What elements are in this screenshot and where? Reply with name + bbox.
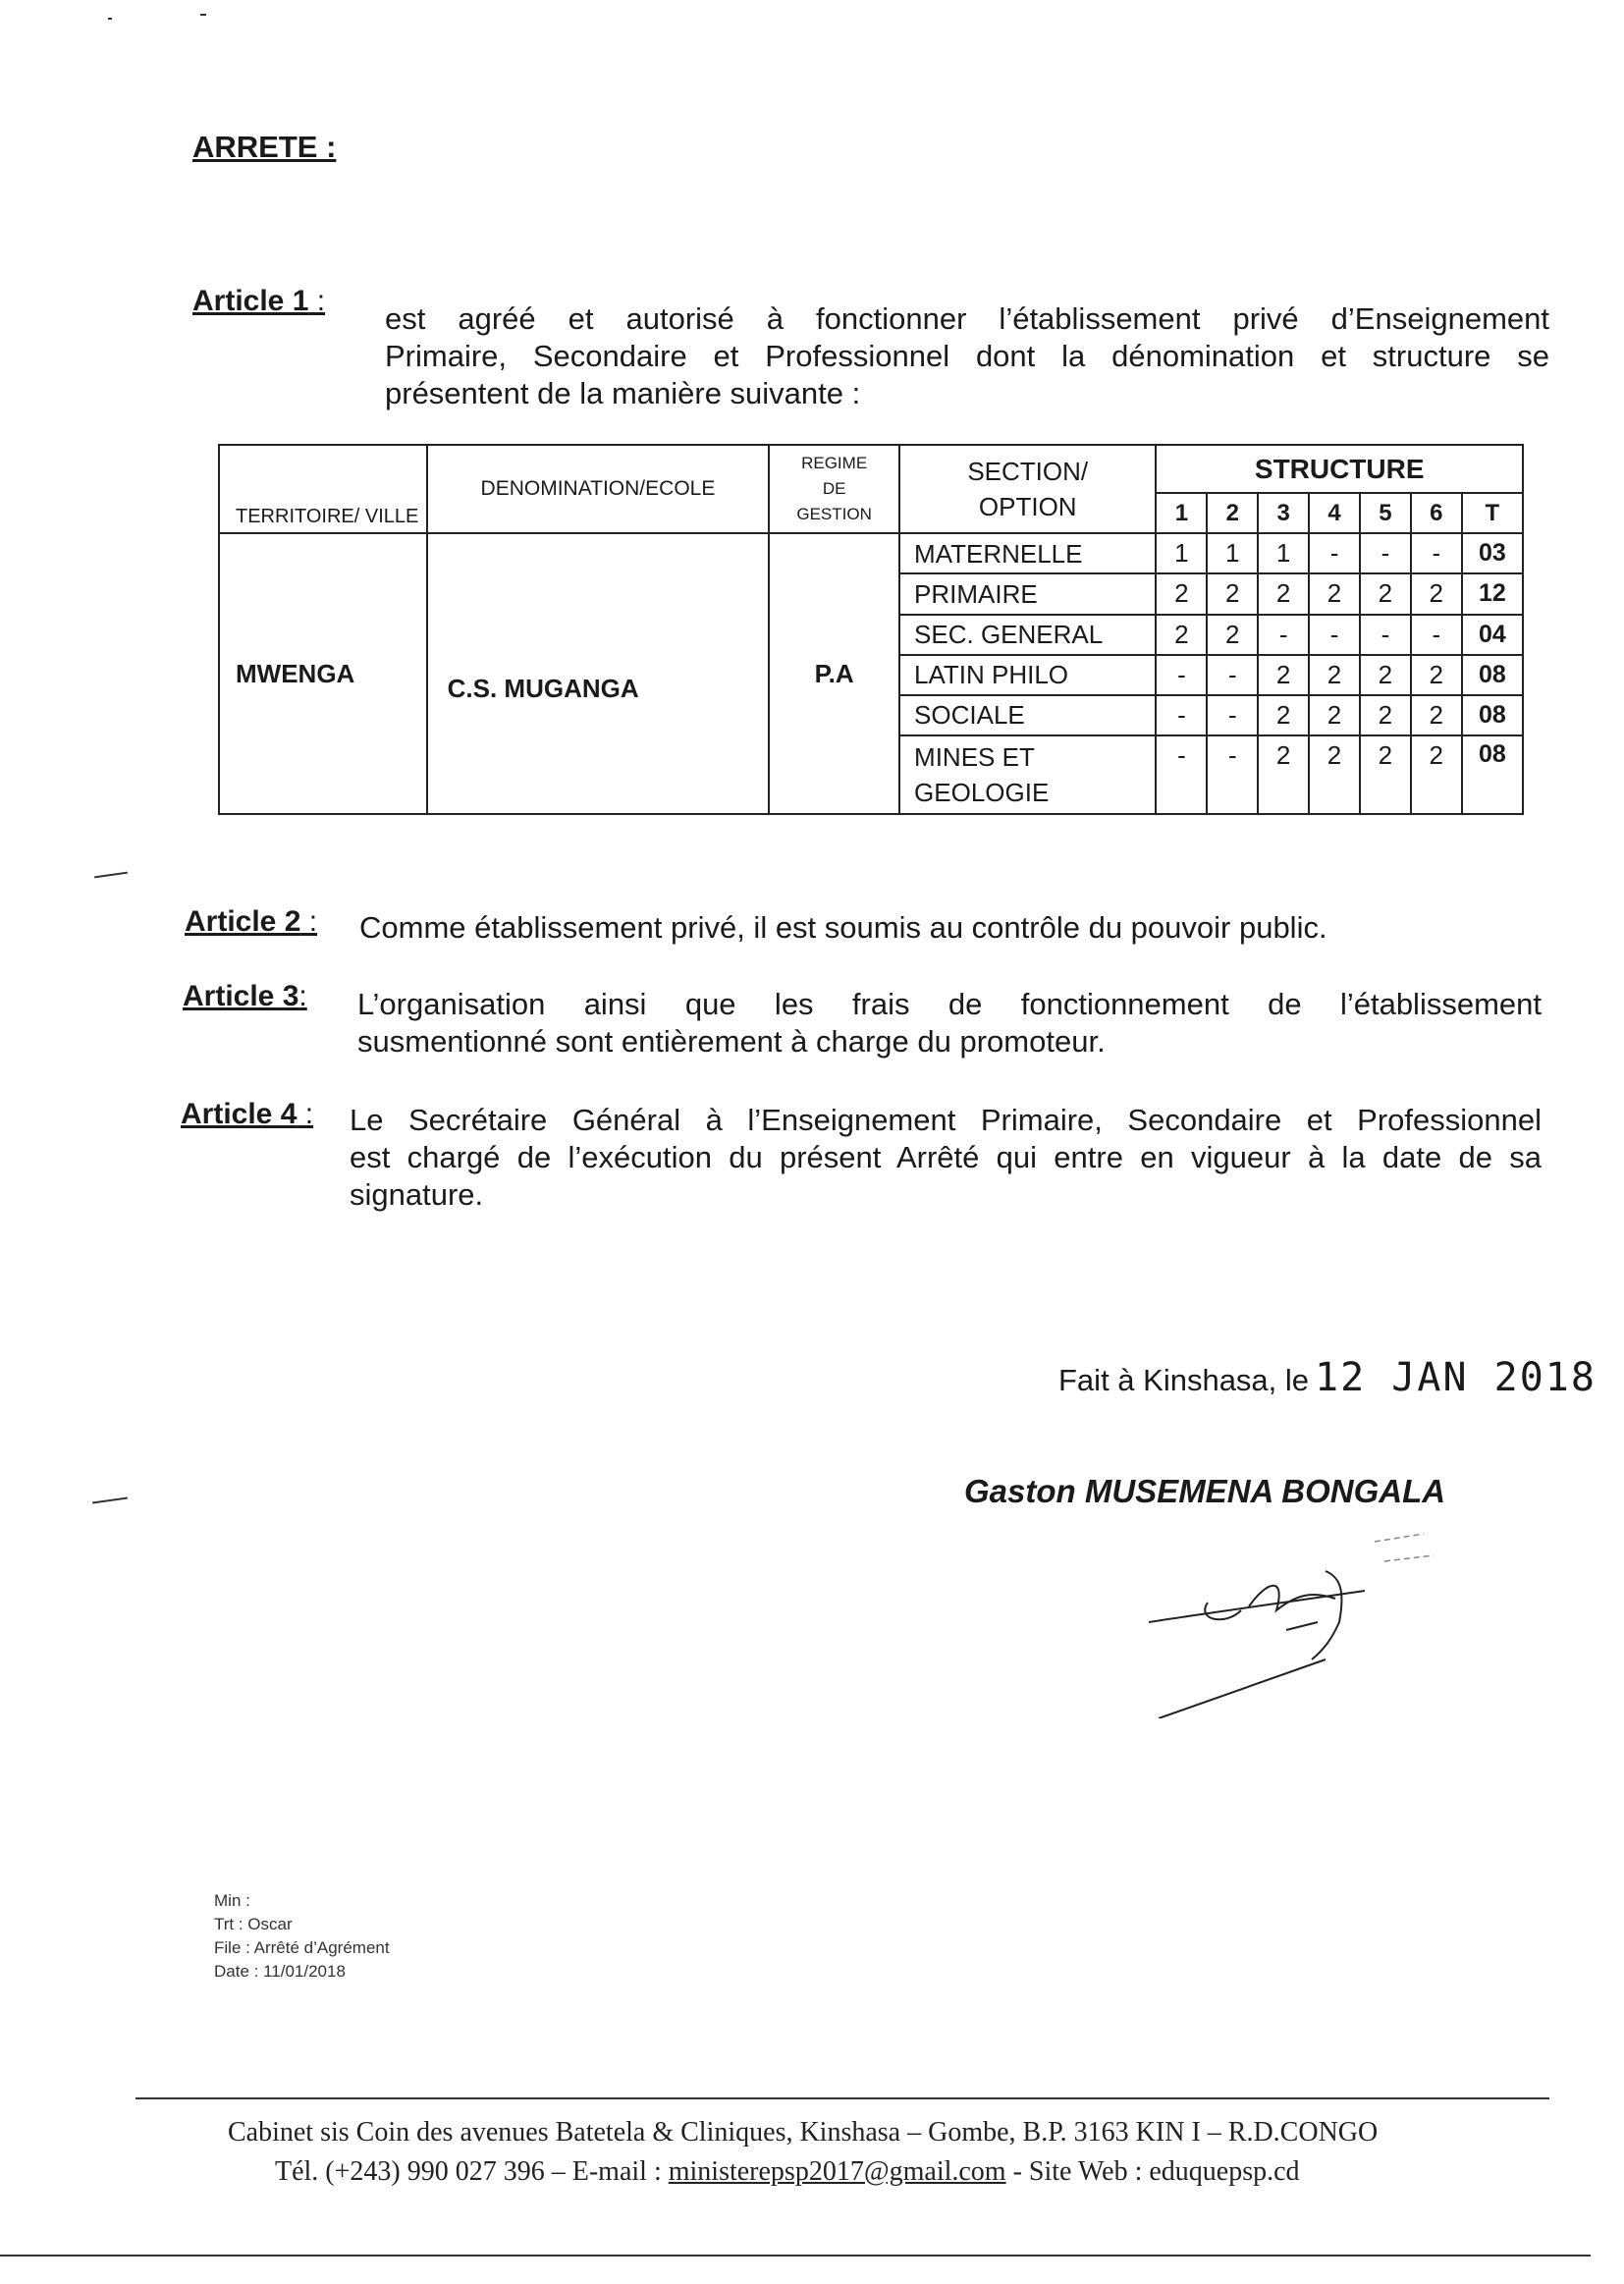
article-3-label-text: Article 3	[183, 980, 299, 1012]
footer-contact	[228, 2113, 1494, 2192]
value-cell: -	[1258, 615, 1309, 655]
value-cell: 2	[1411, 695, 1462, 735]
article-4-line: Le Secrétaire Général à l’Enseignement Primaire, Secondaire et Professionnel	[350, 1103, 1542, 1137]
article-2-text	[359, 909, 1420, 947]
option-cell: SOCIALE	[899, 695, 1156, 735]
article-1-line: Primaire, Secondaire et Professionnel dont la dénomination et structure se	[385, 339, 1549, 373]
header-territoire: TERRITOIRE/ VILLE	[219, 445, 427, 533]
value-cell: -	[1207, 735, 1258, 814]
header-year-6: 6	[1411, 493, 1462, 533]
header-year-4: 4	[1309, 493, 1360, 533]
header-section-line: SECTION/	[967, 457, 1089, 487]
article-3-line: susmentionné sont entièrement à charge du promoteur.	[357, 1024, 1106, 1059]
header-section-option	[899, 445, 1156, 533]
article-2-line: Comme établissement privé, il est soumis au contrôle du pouvoir public.	[359, 910, 1327, 945]
value-cell: 1	[1258, 533, 1309, 573]
value-cell: -	[1309, 615, 1360, 655]
article-4-line: signature.	[350, 1177, 484, 1212]
article-1-text	[385, 300, 1549, 412]
territoire-cell: MWENGA	[219, 533, 427, 814]
footer-bottom-rule	[0, 2255, 1591, 2257]
option-cell: MATERNELLE	[899, 533, 1156, 573]
footer-phone: Tél. (+243) 990 027 396 – E-mail :	[275, 2156, 669, 2187]
footer-top-rule	[135, 2097, 1549, 2099]
option-cell: PRIMAIRE	[899, 573, 1156, 614]
header-regime	[769, 445, 899, 533]
regime-cell: P.A	[769, 533, 899, 814]
value-cell: 2	[1411, 573, 1462, 614]
article-1-label-text: Article 1	[192, 285, 309, 317]
header-section-line: OPTION	[978, 492, 1077, 522]
value-cell: -	[1411, 533, 1462, 573]
article-4-line: est chargé de l’exécution du présent Arrêté qui entre en vigueur à la date de sa	[350, 1140, 1542, 1174]
option-cell: SEC. GENERAL	[899, 615, 1156, 655]
handwritten-signature	[1139, 1512, 1512, 1718]
value-cell: 2	[1258, 573, 1309, 614]
value-cell: 2	[1309, 695, 1360, 735]
value-cell: -	[1411, 615, 1462, 655]
option-cell: LATIN PHILO	[899, 655, 1156, 695]
footer-email-link[interactable]: ministerepsp2017@gmail.com	[668, 2156, 1006, 2187]
value-cell: -	[1156, 735, 1207, 814]
value-cell: 2	[1411, 735, 1462, 814]
article-4-label-text: Article 4	[181, 1098, 298, 1130]
table-row	[219, 533, 1523, 573]
header-year-3: 3	[1258, 493, 1309, 533]
value-cell: 1	[1156, 533, 1207, 573]
total-cell: 08	[1462, 655, 1523, 695]
meta-min: Min :	[214, 1891, 250, 1910]
meta-date: Date : 11/01/2018	[214, 1962, 346, 1981]
article-3-line: L’organisation ainsi que les frais de fonctionnement de l’établissement	[357, 987, 1542, 1021]
header-regime-line: DE	[822, 479, 846, 499]
footer-address: Cabinet sis Coin des avenues Batetela & Cliniques, Kinshasa – Gombe, B.P. 3163 KIN I – R.D.CONGO	[228, 2117, 1379, 2148]
total-cell: 08	[1462, 695, 1523, 735]
footer-website: - Site Web : eduquepsp.cd	[1005, 2156, 1300, 2187]
value-cell: 2	[1360, 695, 1411, 735]
article-3-label: Article 3:	[183, 980, 307, 1012]
value-cell: 2	[1207, 573, 1258, 614]
header-denomination: DENOMINATION/ECOLE	[427, 445, 770, 533]
option-text: MINES ET GEOLOGIE	[914, 741, 1050, 807]
value-cell: 2	[1258, 655, 1309, 695]
value-cell: 2	[1360, 655, 1411, 695]
signatory-name: Gaston MUSEMENA BONGALA	[964, 1473, 1446, 1509]
value-cell: -	[1156, 655, 1207, 695]
header-regime-line: REGIME	[801, 454, 868, 473]
article-2-label-text: Article 2	[185, 905, 301, 938]
meta-trt: Trt : Oscar	[214, 1915, 293, 1933]
value-cell: 2	[1207, 615, 1258, 655]
total-cell: 03	[1462, 533, 1523, 573]
value-cell: 2	[1309, 655, 1360, 695]
value-cell: 2	[1258, 735, 1309, 814]
value-cell: 2	[1309, 573, 1360, 614]
total-cell: 08	[1462, 735, 1523, 814]
value-cell: 2	[1360, 735, 1411, 814]
header-structure: STRUCTURE	[1156, 445, 1523, 493]
place-and-date	[1058, 1355, 1597, 1400]
value-cell: 2	[1258, 695, 1309, 735]
article-4-label: Article 4 :	[181, 1098, 314, 1130]
header-year-5: 5	[1360, 493, 1411, 533]
value-cell: -	[1207, 695, 1258, 735]
article-1-line: est agréé et autorisé à fonctionner l’établissement privé d’Enseignement	[385, 301, 1549, 336]
value-cell: 2	[1156, 615, 1207, 655]
scan-mark	[108, 18, 112, 20]
value-cell: 2	[1411, 655, 1462, 695]
meta-file: File : Arrêté d’Agrément	[214, 1938, 390, 1957]
article-4-text	[350, 1102, 1542, 1214]
article-2-label: Article 2 :	[185, 905, 318, 938]
header-year-2: 2	[1207, 493, 1258, 533]
scan-mark	[200, 14, 206, 16]
value-cell: 2	[1156, 573, 1207, 614]
denomination-cell: C.S. MUGANGA	[427, 533, 770, 814]
header-total: T	[1462, 493, 1523, 533]
header-regime-line: GESTION	[796, 505, 872, 524]
decree-heading: ARRETE :	[192, 130, 337, 164]
article-1-line: présentent de la manière suivante :	[385, 376, 861, 410]
total-cell: 04	[1462, 615, 1523, 655]
school-structure-table	[218, 444, 1524, 815]
value-cell: 2	[1309, 735, 1360, 814]
value-cell: -	[1207, 655, 1258, 695]
value-cell: -	[1156, 695, 1207, 735]
article-3-text	[357, 986, 1542, 1060]
value-cell: 1	[1207, 533, 1258, 573]
header-year-1: 1	[1156, 493, 1207, 533]
margin-mark	[92, 1497, 128, 1504]
value-cell: 2	[1360, 573, 1411, 614]
option-cell	[899, 735, 1156, 814]
article-1-label: Article 1 :	[192, 285, 326, 317]
value-cell: -	[1360, 615, 1411, 655]
date-stamp: 12 JAN 2018	[1315, 1355, 1597, 1400]
document-meta	[214, 1889, 390, 1984]
margin-mark	[94, 872, 128, 879]
value-cell: -	[1360, 533, 1411, 573]
footer-contact-line	[228, 2152, 1494, 2192]
place-label: Fait à Kinshasa, le	[1058, 1363, 1310, 1397]
total-cell: 12	[1462, 573, 1523, 614]
value-cell: -	[1309, 533, 1360, 573]
